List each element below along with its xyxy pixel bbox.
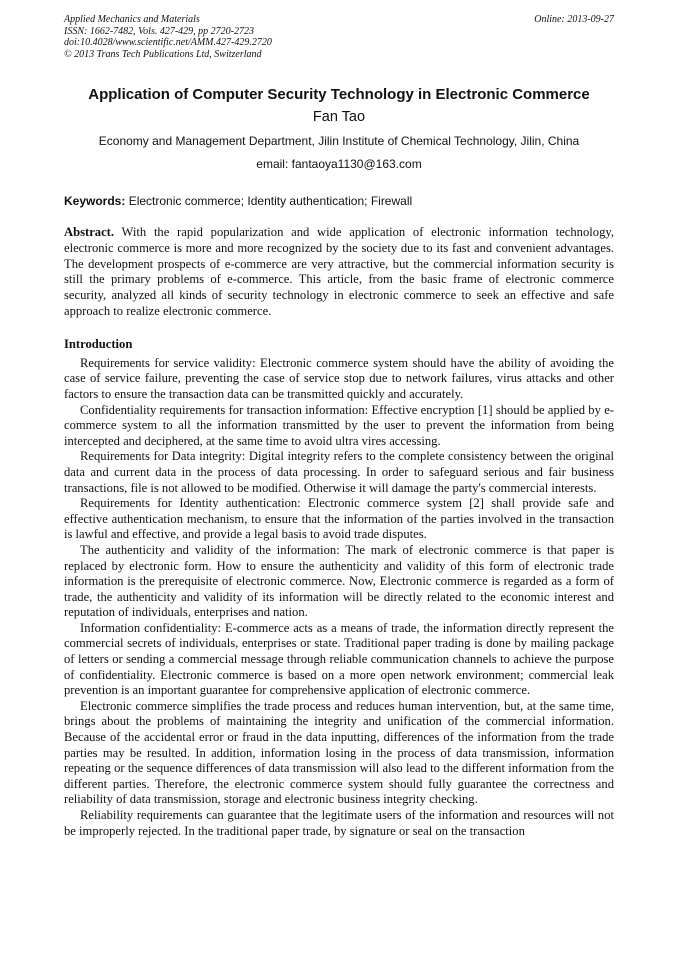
journal-info [64, 14, 614, 60]
paragraph: Requirements for Identity authentication: Electronic commerce system [2] shall provide safe and effective authentication mechanism, to ensure that the information of the parties involved in the transaction is lawful and effective, and provide a legal basis to avoid trade disputes. [64, 496, 614, 542]
paper-title: Application of Computer Security Technology in Electronic Commerce [88, 86, 590, 103]
journal-header [64, 14, 614, 66]
paragraph: Reliability requirements can guarantee that the legitimate users of the information and resources will not be improperly rejected. In the traditional paper trade, by signature or seal on the transaction [64, 808, 614, 838]
paper-page [64, 14, 614, 839]
paragraph: Requirements for Data integrity: Digital integrity refers to the complete consistency between the original data and current data in the process of data processing. In order to safeguard serious and fair business transactions, file is not allowed to be modified. Otherwise it will damage the party's commercial interests. [64, 449, 614, 495]
author-email: email: fantaoya1130@163.com [256, 157, 422, 171]
section-heading-introduction: Introduction [64, 336, 133, 351]
keywords-text: Electronic commerce; Identity authentication; Firewall [128, 194, 413, 208]
journal-name: Applied Mechanics and Materials [64, 14, 200, 25]
doi-line: doi:10.4028/www.scientific.net/AMM.427-429.2720 [64, 37, 272, 48]
paragraph: Information confidentiality: E-commerce acts as a means of trade, the information directly represent the commercial secrets of individuals, enterprises or state. Traditional paper trading is done by mailing package of letters or sending a commercial message through reliable communication channels to achieve the purpose of confidentiality. Electronic commerce is based on a more open network environment; commercial leak prevention is an important guarantee for comprehensive application of electronic commerce. [64, 620, 614, 698]
paragraph: Electronic commerce simplifies the trade process and reduces human intervention, but, at the same time, brings about the problems of maintaining the integrity and unification of the commercial information. Because of the accidental error or fraud in the data inputting, differences of the information from the trade parties may be resulted. In addition, information losing in the process of data transmission, information repeating or the sequence differences of data transmission will also lead to the different information from the different parties. Therefore, the electronic commerce system should fully guarantee the correctness and reliability of data transmission, storage and electronic business integrity checking. [64, 698, 614, 807]
paragraph: Confidentiality requirements for transaction information: Effective encryption [1] should be applied by e-commerce system to all the information transmitted by the user to prevent the information from being intercepted and deciphered, at the same time to avoid ultra vires accessing. [64, 402, 614, 448]
copyright-line: © 2013 Trans Tech Publications Ltd, Switzerland [64, 48, 262, 60]
keywords-line [64, 194, 614, 208]
introduction-body [64, 356, 614, 839]
keywords-label: Keywords: [64, 194, 126, 208]
author-name: Fan Tao [312, 109, 366, 125]
author-affiliation: Economy and Management Department, Jilin Institute of Chemical Technology, Jilin, China [98, 134, 580, 148]
paragraph: The authenticity and validity of the information: The mark of electronic commerce is that paper is replaced by electronic form. How to ensure the authenticity and validity of this form of electronic trade information is the prerequisite of electronic commerce. Now, Electronic commerce is regarded as a form of trade, the authenticity and validity of its information will be directly related to the economic interest and reputation of individuals, enterprises and nation. [64, 542, 614, 620]
abstract [64, 225, 614, 320]
paragraph: Requirements for service validity: Electronic commerce system should have the ability of avoiding the case of service failure, preventing the case of service stop due to network failures, virus attacks and other factors to ensure the transaction data can be transmitted quickly and accurately. [64, 355, 614, 401]
abstract-label: Abstract. [64, 225, 115, 239]
online-date: Online: 2013-09-27 [534, 14, 614, 25]
abstract-text: With the rapid popularization and wide application of electronic information technology, electronic commerce is more and more recognized by the society due to its fast and convenient advantages. The development prospects of e-commerce are very attractive, but the commercial information security is still the primary problems of e-commerce. This article, from the basic frame of electronic commerce security, analyzed all kinds of security technology in electronic commerce to seek an effective and safe approach to realize electronic commerce. [64, 225, 615, 318]
issn-line: ISSN: 1662-7482, Vols. 427-429, pp 2720-2723 [64, 25, 254, 37]
